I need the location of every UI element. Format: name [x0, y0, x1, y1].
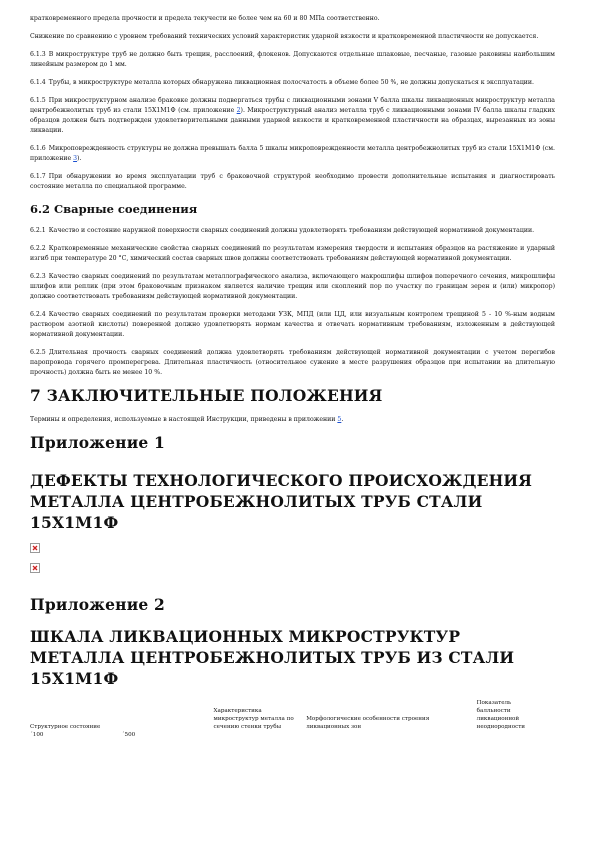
section-7-text	[30, 415, 555, 425]
table-header-row	[30, 699, 550, 731]
clause-text-cont: ).	[77, 155, 82, 162]
clause-6-2-2	[30, 244, 555, 264]
section-6-2-heading: 6.2 Сварные соединения	[30, 202, 198, 216]
clause-6-2-5	[30, 348, 555, 378]
clause-text: Качество сварных соединений по результатам проверки методами УЗК, МПД (или ЦД, или визуальным контролем трещиной 5 - 10 %-ным водным раствором азотной кислоты) поверенной должно удовлетворять нормам качества и отвечать нормативным требованиям, изложенным в действующей нормативной документации.	[30, 311, 555, 338]
appendix-2-title: ШКАЛА ЛИКВАЦИОННЫХ МИКРОСТРУКТУР МЕТАЛЛА ЦЕНТРОБЕЖНОЛИТЫХ ТРУБ ИЗ СТАЛИ 15Х1М1Ф	[30, 627, 515, 688]
clause-number: 6.2.4	[30, 311, 46, 318]
clause-6-1-4	[30, 78, 555, 88]
clause-text: Микроповрежденность структуры не должна превышать балла 5 шкалы микроповрежденности металла центробежнолитых труб из стали 15Х1М1Ф (см. приложение	[30, 145, 555, 162]
table-header-cell: Показатель балльности ликвационной неоднородности	[476, 700, 526, 730]
clause-6-2-3	[30, 272, 555, 302]
liquation-scale-table	[30, 699, 550, 739]
table-header-cell: Морфологические особенности строения ликвационных зон	[306, 716, 430, 730]
clause-text: Трубы, в микроструктуре металла которых обнаружена ликвационная полосчатость в объеме более 50 %, не должны допускаться к эксплуатации.	[48, 79, 535, 86]
appendix-1-title: ДЕФЕКТЫ ТЕХНОЛОГИЧЕСКОГО ПРОИСХОЖДЕНИЯ МЕТАЛЛА ЦЕНТРОБЕЖНОЛИТЫХ ТРУБ СТАЛИ 15Х1М1Ф	[30, 471, 533, 532]
clause-number: 6.2.2	[30, 245, 46, 252]
clause-number: 6.1.6	[30, 145, 46, 152]
clause-6-1-5	[30, 96, 555, 136]
table-row	[30, 731, 550, 739]
intro-paragraph: Снижение по сравнению с уровнем требований технических условий характеристик ударной вязкости и кратковременной пластичности не допускается.	[30, 33, 539, 40]
clause-number: 6.1.7	[30, 173, 46, 180]
clause-text: При обнаружении во время эксплуатации труб с браковочной структурой необходимо провести дополнительные испытания и диагностировать состояние металла по специальной программе.	[30, 173, 555, 190]
clause-text: В микроструктуре труб не должно быть трещин, расслоений, флокенов. Допускаются отдельные шлаковые, песчаные, газовые раковины наибольшим линейным размером до 1 мм.	[30, 51, 555, 68]
table-cell: ´100	[30, 732, 44, 738]
clause-number: 6.2.5	[30, 349, 46, 356]
clause-number: 6.2.1	[30, 227, 46, 234]
clause-text: Качество и состояние наружной поверхности сварных соединений должны удовлетворять требованиям действующей нормативной документации.	[48, 227, 535, 234]
table-cell	[306, 731, 476, 739]
section-7-body: Термины и определения, используемые в настоящей Инструкции, приведены в приложении	[30, 416, 338, 423]
clause-6-2-1	[30, 226, 555, 236]
clause-text: Длительная прочность сварных соединений должна удовлетворять требованиям действующей нормативной документации с учетом перегибов паропровода горячего промперегрева. Длительная пластичность (относительное сужение в месте разрушения образцов при испытании на длительную прочность) должна быть не менее 10 %.	[30, 349, 555, 376]
section-7-heading: 7 ЗАКЛЮЧИТЕЛЬНЫЕ ПОЛОЖЕНИЯ	[30, 386, 383, 405]
clause-text-cont: ). Микроструктурный анализ металла труб с ликвационными зонами IV балла шкалы гладких образцов должен быть подтвержден удовлетворительными данными ударной вязкости и кратковременной пластичности на образцах, вырезанных из зоны ликвации.	[30, 107, 555, 134]
clause-number: 6.1.4	[30, 79, 46, 86]
clause-text: Качество сварных соединений по результатам металлографического анализа, включающего макрошлифы шлифов поперечного сечения, микрошлифы шлифов или реплик (при этом браковочным признаком является наличие трещин или скоплений пор по участку по границам зерен и (или) микропор) должно соответствовать требованиям действующей нормативной документации.	[30, 273, 555, 300]
clause-text: Кратковременные механические свойства сварных соединений по результатам измерения твердости и испытания образцов на растяжение и ударный изгиб при температуре 20 °С, химический состав сварных швов должны соответствовать требованиям действующей нормативной документации.	[30, 245, 555, 262]
clause-number: 6.1.5	[30, 97, 46, 104]
clause-6-2-4	[30, 310, 555, 340]
table-cell: ´500	[121, 732, 136, 738]
appendix-2-label: Приложение 2	[30, 595, 166, 614]
appendix-3-link[interactable]: 3	[73, 155, 78, 162]
continuation-text: кратковременного предела прочности и предела текучести не более чем на 60 и 80 МПа соответственно.	[30, 15, 380, 22]
clause-number: 6.1.3	[30, 51, 46, 58]
clause-6-1-3	[30, 50, 555, 70]
appendix-2-link[interactable]: 2	[236, 107, 241, 114]
table-cell	[477, 731, 550, 739]
table-header-cell: Структурное состояние	[30, 724, 101, 730]
broken-image-icon	[30, 563, 40, 573]
appendix-1-label: Приложение 1	[30, 433, 166, 452]
table-header-cell: Характеристика микроструктур металла по сечению стенки трубы	[213, 708, 294, 730]
appendix-5-link[interactable]: 5	[337, 416, 342, 423]
clause-number: 6.2.3	[30, 273, 46, 280]
clause-text: При микроструктурном анализе браковке должны подвергаться трубы с ликвационными зонами V балла шкалы ликвационных микроструктур металла центробежнолитых труб из стали 15Х1М1Ф (см. приложение	[30, 97, 555, 114]
clause-6-1-7	[30, 172, 555, 192]
broken-image-icon	[30, 543, 40, 553]
section-7-body-end: .	[341, 416, 344, 423]
table-cell	[214, 731, 307, 739]
clause-6-1-6	[30, 144, 555, 164]
